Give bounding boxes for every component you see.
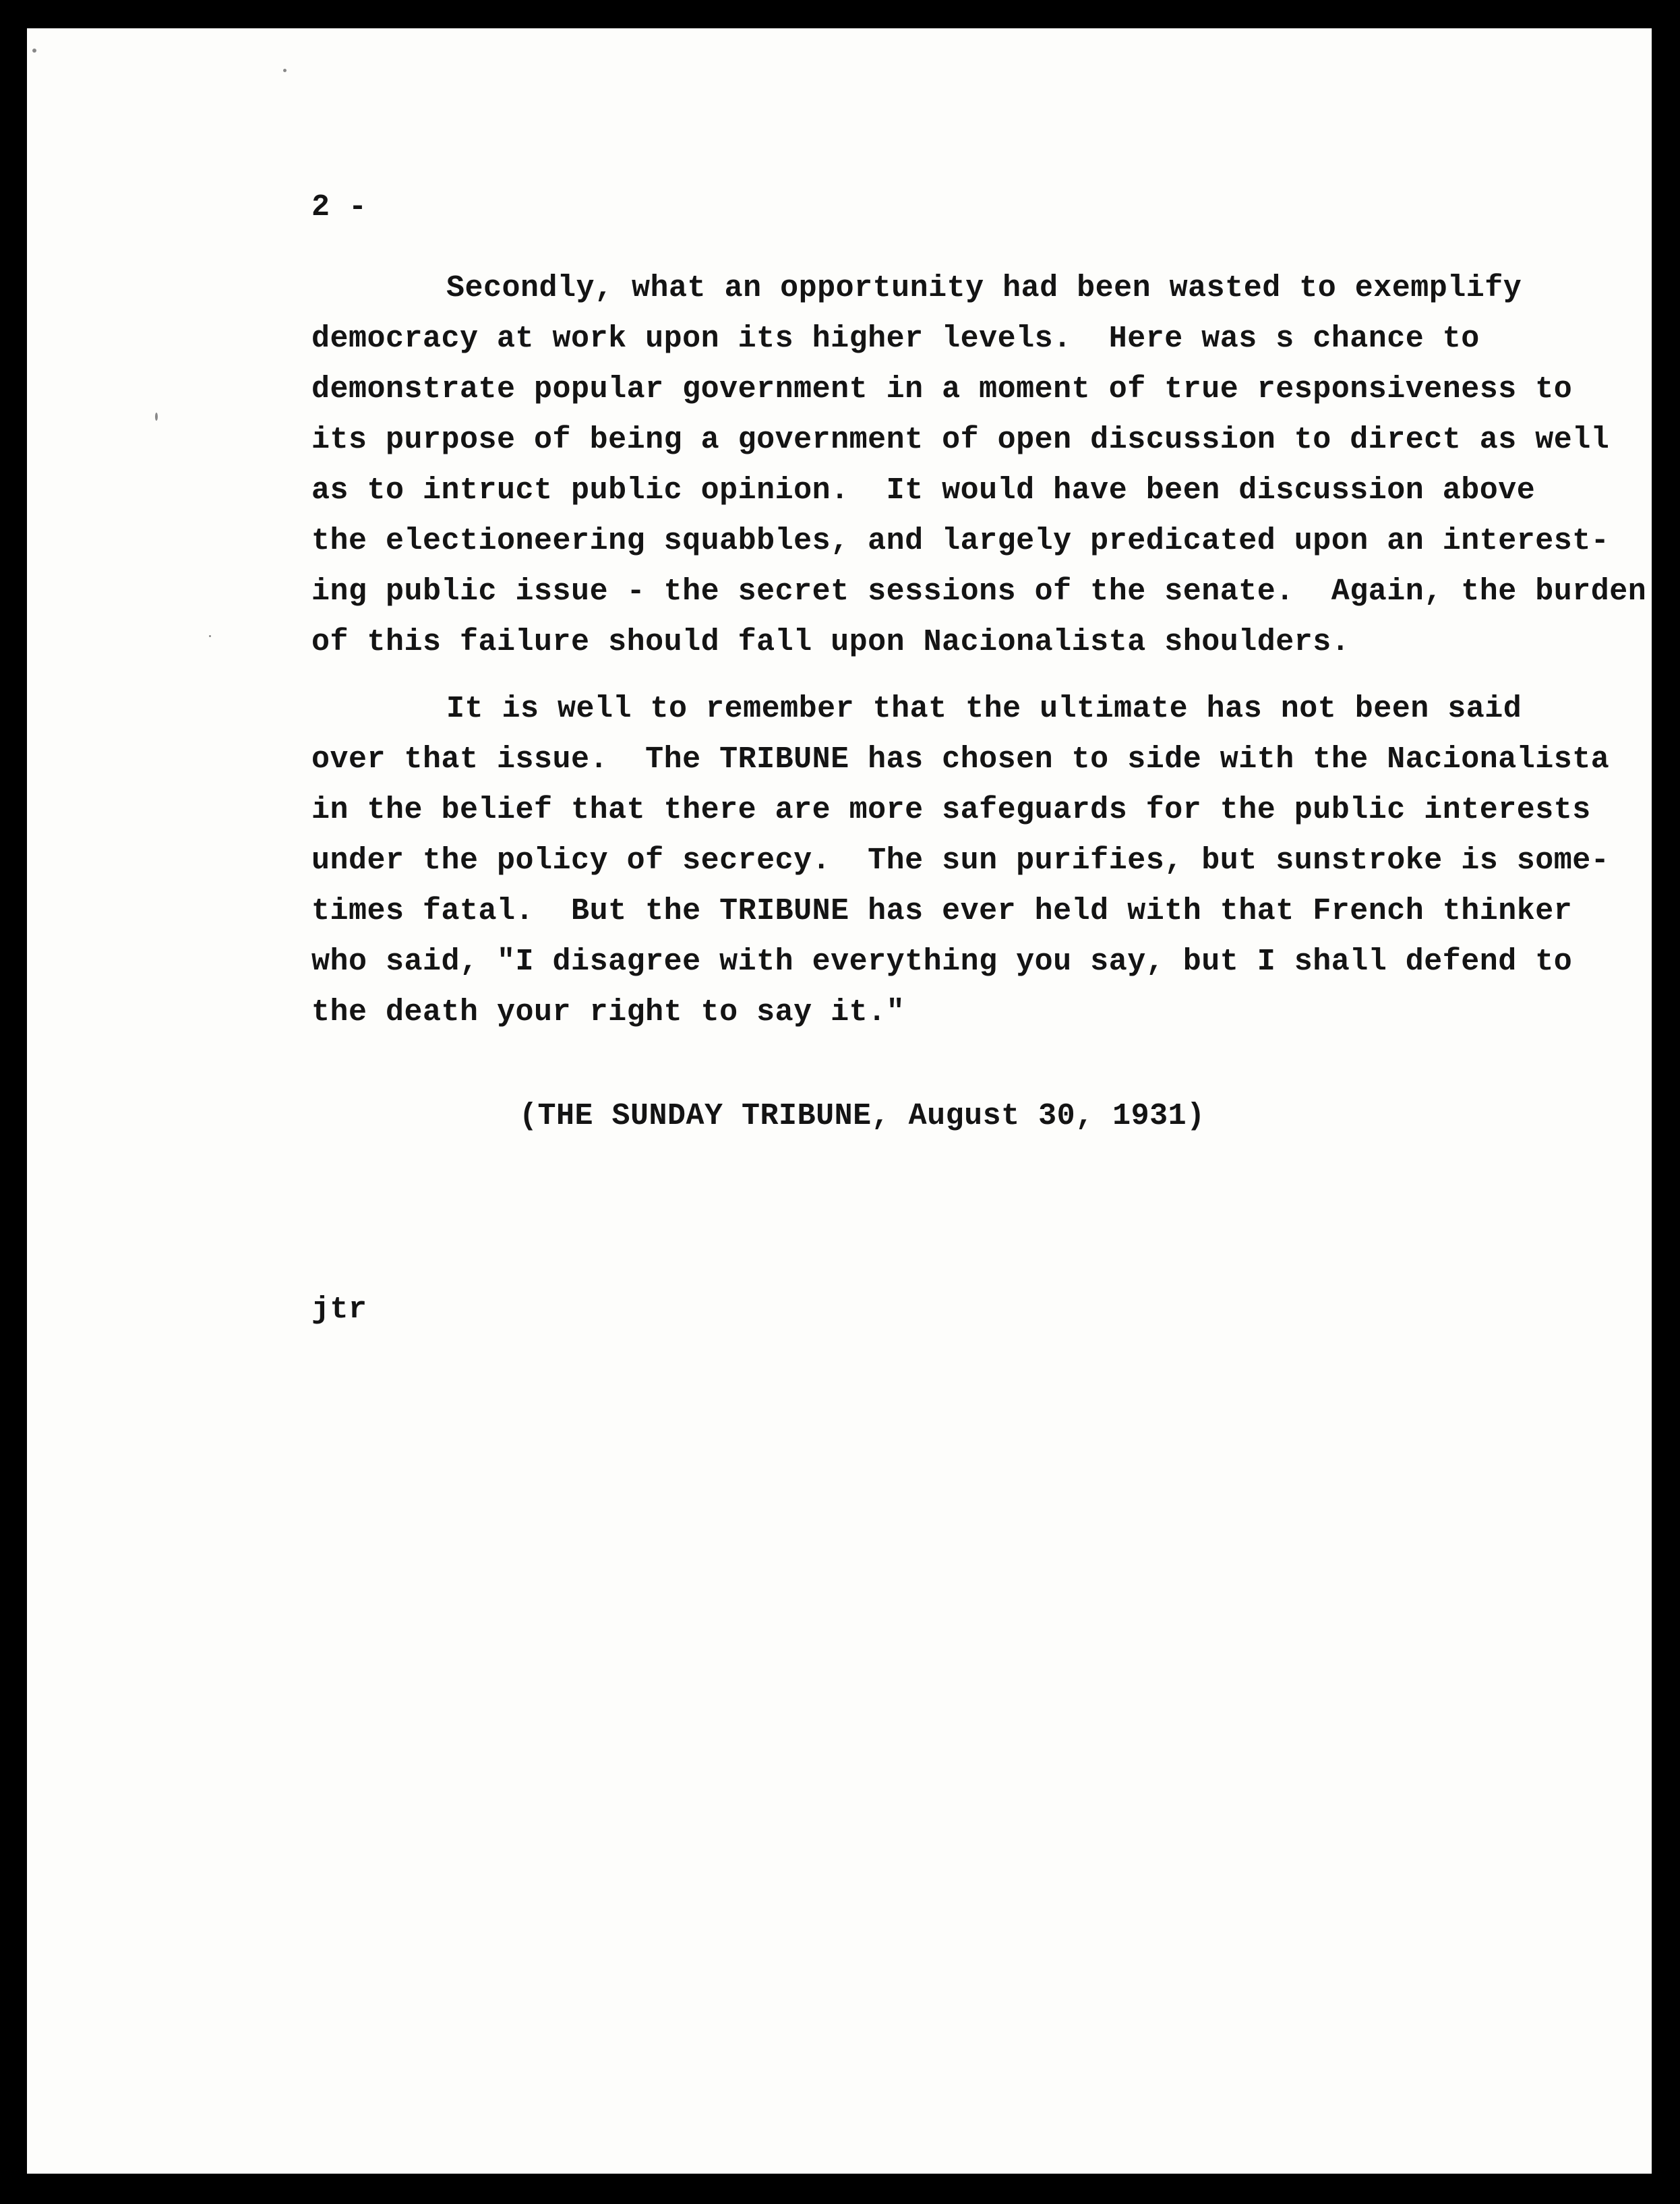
source-citation: (THE SUNDAY TRIBUNE, August 30, 1931) [519, 1099, 1205, 1133]
paragraph-line: the electioneering squabbles, and largely predicated upon an interest- [311, 524, 1610, 558]
paragraph-line: It is well to remember that the ultimate has not been said [446, 692, 1522, 726]
scan-speck [155, 413, 158, 421]
paragraph-line: the death your right to say it." [311, 995, 905, 1030]
typist-initials: jtr [311, 1292, 367, 1327]
document-page [27, 28, 1652, 2174]
scan-speck [283, 69, 287, 72]
paragraph-line: times fatal. But the TRIBUNE has ever held with that French thinker [311, 894, 1573, 928]
paragraph-line: over that issue. The TRIBUNE has chosen to side with the Nacionalista [311, 742, 1610, 777]
paragraph-line: Secondly, what an opportunity had been wasted to exemplify [446, 271, 1522, 305]
paragraph-line: of this failure should fall upon Nacionalista shoulders. [311, 625, 1350, 659]
page-number: 2 - [311, 190, 367, 225]
paragraph-line: as to intruct public opinion. It would have been discussion above [311, 473, 1536, 508]
paragraph-line: demonstrate popular government in a moment of true responsiveness to [311, 372, 1573, 407]
paragraph-line: who said, "I disagree with everything you say, but I shall defend to [311, 945, 1573, 979]
scan-speck [32, 49, 36, 53]
paragraph-line: under the policy of secrecy. The sun purifies, but sunstroke is some- [311, 843, 1610, 878]
paragraph-line: in the belief that there are more safeguards for the public interests [311, 793, 1591, 827]
paragraph-line: ing public issue - the secret sessions of the senate. Again, the burden [311, 574, 1647, 609]
paragraph-line: democracy at work upon its higher levels. Here was s chance to [311, 322, 1480, 356]
paragraph-line: its purpose of being a government of open discussion to direct as well [311, 423, 1610, 457]
scan-speck [209, 635, 211, 637]
